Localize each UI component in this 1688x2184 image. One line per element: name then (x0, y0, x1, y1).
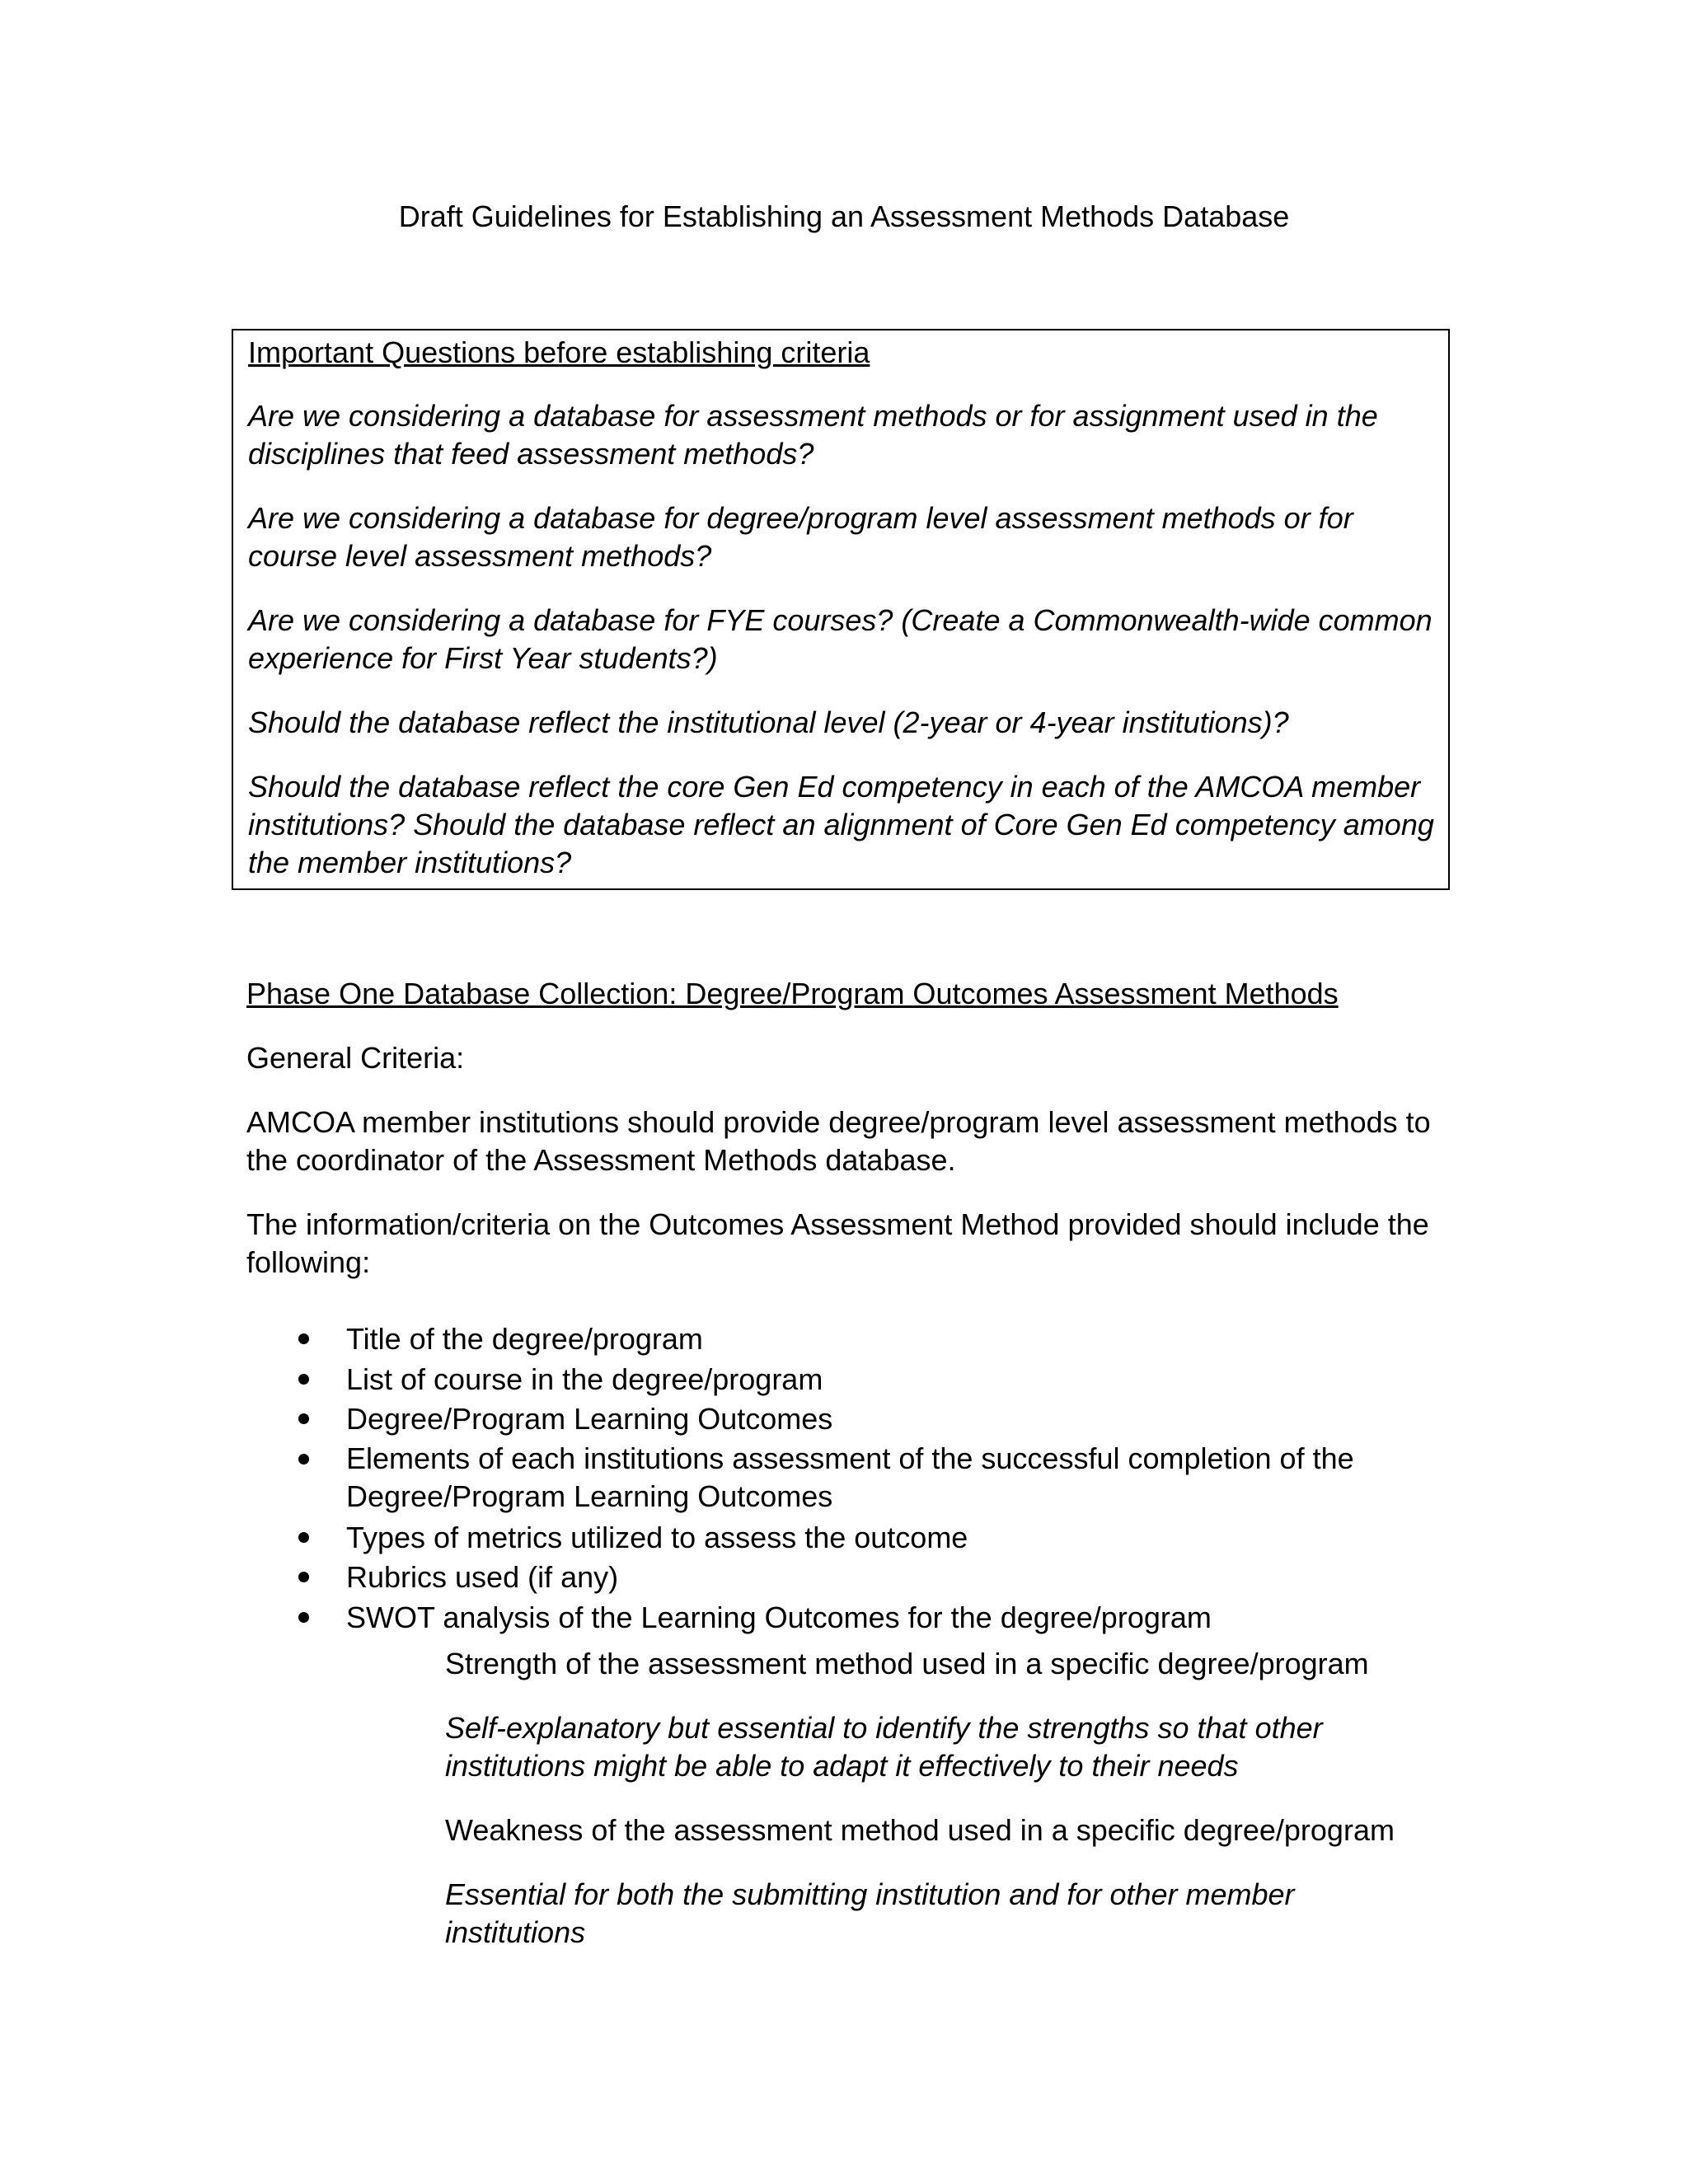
paragraph-criteria: The information/criteria on the Outcomes Assessment Method provided should include the following: (246, 1207, 1429, 1279)
important-questions-box (232, 329, 1450, 890)
question-2: Are we considering a database for degree/program level assessment methods or for course level assessment methods? (248, 501, 1353, 573)
document-title: Draft Guidelines for Establishing an Assessment Methods Database (398, 199, 1290, 233)
paragraph-institutions: AMCOA member institutions should provide degree/program level assessment methods to the coordinator of the Assessment Methods database. (246, 1105, 1431, 1177)
questions-heading: Important Questions before establishing criteria (248, 335, 870, 369)
list-item: Types of metrics utilized to assess the outcome (246, 1518, 1442, 1558)
bullet-icon (298, 1532, 309, 1543)
question-3: Are we considering a database for FYE courses? (Create a Commonwealth-wide common experience for First Year students?) (248, 603, 1432, 675)
bullet-icon (298, 1572, 309, 1582)
question-1: Are we considering a database for assessment methods or for assignment used in the disciplines that feed assessment methods? (248, 399, 1378, 471)
swot-strength-heading: Strength of the assessment method used in a specific degree/program (445, 1647, 1369, 1680)
list-item: Rubrics used (if any) (246, 1558, 1442, 1598)
list-item: Title of the degree/program (246, 1319, 1442, 1360)
list-item: Elements of each institutions assessment of the successful completion of the Degree/Program Learning Outcomes (246, 1440, 1442, 1518)
swot-weakness-note: Essential for both the submitting institution and for other member institutions (445, 1877, 1295, 1949)
phase-one-heading: Phase One Database Collection: Degree/Program Outcomes Assessment Methods (246, 977, 1339, 1010)
list-item: List of course in the degree/program (246, 1360, 1442, 1400)
bullet-icon (298, 1454, 309, 1465)
bullet-icon (298, 1374, 309, 1385)
bullet-icon (298, 1413, 309, 1424)
swot-weakness-heading: Weakness of the assessment method used in a specific degree/program (445, 1813, 1395, 1847)
list-item: Degree/Program Learning Outcomes (246, 1399, 1442, 1440)
list-item: SWOT analysis of the Learning Outcomes for the degree/program (246, 1598, 1442, 1638)
criteria-bullet-list (246, 1319, 1442, 1638)
bullet-icon (298, 1333, 309, 1344)
question-4: Should the database reflect the institutional level (2-year or 4-year institutions)? (248, 705, 1289, 739)
bullet-icon (298, 1612, 309, 1623)
question-5: Should the database reflect the core Gen Ed competency in each of the AMCOA member institutions? Should the database reflect an alignment of Core Gen Ed competency among the member institutions? (248, 770, 1434, 879)
general-criteria-label: General Criteria: (246, 1041, 465, 1075)
swot-strength-note: Self-explanatory but essential to identify the strengths so that other institutions might be able to adapt it effectively to their needs (445, 1711, 1323, 1783)
